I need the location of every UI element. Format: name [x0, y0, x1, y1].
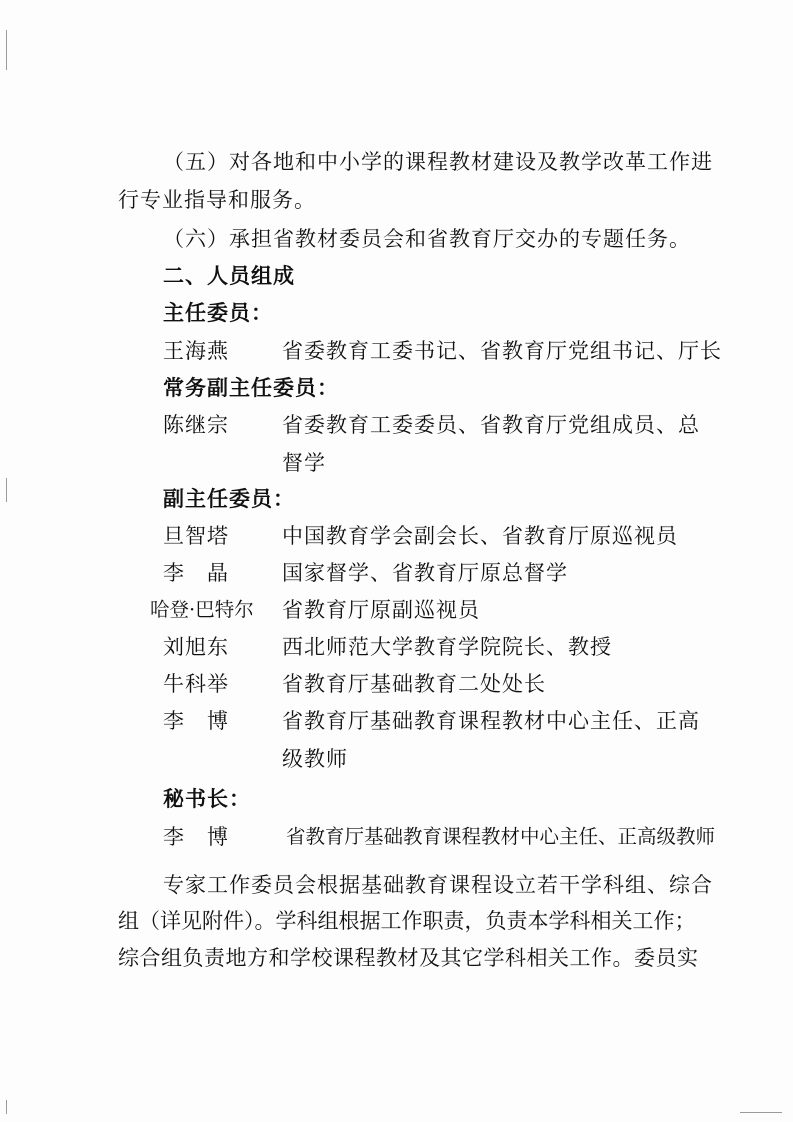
director-name: 王海燕 [163, 339, 229, 363]
deputy-role: 省教育厅基础教育课程教材中心主任、正高 [282, 709, 700, 733]
executive-deputy-role-line1: 省委教育工委委员、省教育厅党组成员、总 [282, 413, 700, 437]
secretary-general-role: 省教育厅基础教育课程教材中心主任、正高级教师 [286, 825, 716, 848]
closing-paragraph-line1: 专家工作委员会根据基础教育课程设立若干学科组、综合 [163, 873, 713, 897]
deputy-role: 省教育厅原副巡视员 [282, 598, 480, 622]
deputy-role-continued: 级教师 [282, 747, 348, 771]
scan-edge-mark [6, 1100, 7, 1114]
closing-paragraph-line2: 组（详见附件）。学科组根据工作职责，负责本学科相关工作； [118, 909, 696, 933]
closing-paragraph-line3: 综合组负责地方和学校课程教材及其它学科相关工作。委员实 [118, 946, 699, 970]
executive-deputy-name: 陈继宗 [163, 413, 229, 437]
deputy-name: 刘旭东 [163, 635, 229, 659]
deputies-label: 副主任委员： [163, 487, 295, 511]
paragraph-item-6: （六）承担省教材委员会和省教育厅交办的专题任务。 [163, 227, 691, 251]
paragraph-item-5-line2: 行专业指导和服务。 [118, 188, 316, 212]
section-heading: 二、人员组成 [163, 264, 295, 288]
deputy-name: 哈登·巴特尔 [150, 598, 254, 621]
deputy-name: 牛科举 [163, 672, 229, 696]
executive-deputy-role-line2: 督学 [282, 451, 326, 475]
paragraph-item-5-line1: （五）对各地和中小学的课程教材建设及教学改革工作进 [163, 150, 713, 174]
director-label: 主任委员： [163, 301, 273, 325]
scan-edge-mark [6, 478, 7, 502]
secretary-general-label: 秘书长： [163, 787, 251, 811]
executive-deputy-label: 常务副主任委员： [163, 376, 339, 400]
scan-edge-mark [6, 30, 7, 70]
deputy-name: 李 博 [163, 709, 229, 733]
deputy-name: 李 晶 [163, 561, 229, 585]
deputy-role: 国家督学、省教育厅原总督学 [282, 561, 568, 585]
deputy-role: 省教育厅基础教育二处处长 [282, 672, 546, 696]
secretary-general-name: 李 博 [163, 825, 229, 849]
deputy-role: 中国教育学会副会长、省教育厅原巡视员 [282, 524, 678, 548]
scan-edge-mark [740, 1112, 782, 1113]
director-role: 省委教育工委书记、省教育厅党组书记、厅长 [282, 339, 722, 363]
deputy-name: 旦智塔 [163, 524, 229, 548]
deputy-role: 西北师范大学教育学院院长、教授 [282, 635, 612, 659]
